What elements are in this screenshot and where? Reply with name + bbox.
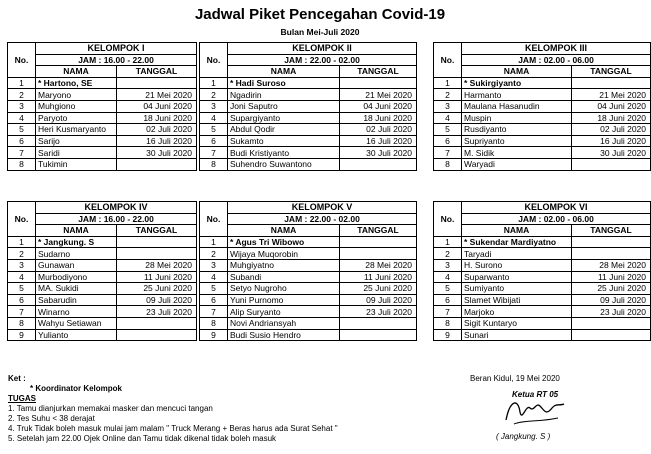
table-row — [8, 306, 197, 318]
duty-date: 30 Juli 2020 — [117, 147, 197, 159]
member-name: Waryadi — [462, 158, 572, 170]
table-row — [434, 135, 651, 147]
row-number: 8 — [8, 158, 36, 170]
shift-time: JAM : 22.00 - 02.00 — [228, 54, 417, 66]
row-number: 1 — [434, 77, 462, 89]
member-name: Sudarno — [36, 248, 117, 260]
tanggal-column-header: TANGGAL — [340, 225, 417, 237]
member-name: Heri Kusmaryanto — [36, 124, 117, 136]
table-row — [200, 147, 417, 159]
no-column-header: No. — [200, 202, 228, 237]
row-number: 5 — [434, 124, 462, 136]
duty-date: 16 Juli 2020 — [117, 135, 197, 147]
table-row — [434, 294, 651, 306]
task-item: 4. Truk Tidak boleh masuk mulai jam malam " Truck Merang + Beras harus ada Surat Sehat " — [8, 424, 338, 433]
page-title: Jadwal Piket Pencegahan Covid-19 — [194, 6, 446, 23]
table-row — [8, 135, 197, 147]
table-row — [200, 89, 417, 101]
member-name: Budi Susio Hendro — [228, 329, 340, 341]
table-row — [434, 89, 651, 101]
member-name: Abdul Qodir — [228, 124, 340, 136]
duty-date — [572, 236, 651, 248]
duty-date: 28 Mei 2020 — [572, 259, 651, 271]
member-name: Yuni Purnomo — [228, 294, 340, 306]
nama-column-header: NAMA — [36, 225, 117, 237]
member-name: Novi Andriansyah — [228, 317, 340, 329]
table-row — [434, 158, 651, 170]
member-name: Sarijo — [36, 135, 117, 147]
shift-time: JAM : 16.00 - 22.00 — [36, 213, 197, 225]
table-row — [434, 283, 651, 295]
table-row — [434, 271, 651, 283]
table-row — [8, 259, 197, 271]
row-number: 4 — [8, 112, 36, 124]
row-number: 5 — [434, 283, 462, 295]
group-table — [433, 201, 651, 341]
table-row — [200, 317, 417, 329]
duty-date: 30 Juli 2020 — [572, 147, 651, 159]
table-row — [8, 77, 197, 89]
member-name: MA. Sukidi — [36, 283, 117, 295]
tanggal-column-header: TANGGAL — [340, 66, 417, 78]
table-row — [200, 283, 417, 295]
member-name: H. Surono — [462, 259, 572, 271]
member-name: Wijaya Muqorobin — [228, 248, 340, 260]
task-item: 2. Tes Suhu < 38 derajat — [8, 414, 95, 423]
row-number: 1 — [200, 236, 228, 248]
duty-date — [117, 77, 197, 89]
member-name: Muhgiyatno — [228, 259, 340, 271]
member-name: Gunawan — [36, 259, 117, 271]
duty-date: 28 Mei 2020 — [117, 259, 197, 271]
member-name: * Jangkung. S — [36, 236, 117, 248]
table-row — [8, 236, 197, 248]
group-table — [7, 201, 197, 341]
table-row — [200, 112, 417, 124]
duty-date: 11 Juni 2020 — [340, 271, 417, 283]
notes-section — [8, 374, 338, 444]
table-row — [434, 100, 651, 112]
page-subtitle: Bulan Mei-Juli 2020 — [280, 27, 360, 37]
duty-date — [117, 248, 197, 260]
duty-date: 16 Juli 2020 — [572, 135, 651, 147]
row-number: 6 — [200, 135, 228, 147]
member-name: Murbodiyono — [36, 271, 117, 283]
member-name: Rusdiyanto — [462, 124, 572, 136]
member-name: Yulianto — [36, 329, 117, 341]
duty-date: 25 Juni 2020 — [340, 283, 417, 295]
table-row — [8, 124, 197, 136]
task-item: 5. Setelah jam 22.00 Ojek Online dan Tamu tidak dikenal tidak boleh masuk — [8, 434, 277, 443]
table-row — [200, 77, 417, 89]
duty-date — [117, 329, 197, 341]
table-row — [8, 294, 197, 306]
duty-date — [117, 158, 197, 170]
table-row — [434, 112, 651, 124]
table-row — [8, 329, 197, 341]
tugas-heading: TUGAS — [8, 394, 36, 403]
row-number: 5 — [200, 283, 228, 295]
shift-time: JAM : 16.00 - 22.00 — [36, 54, 197, 66]
table-row — [8, 271, 197, 283]
table-row — [434, 124, 651, 136]
row-number: 8 — [434, 317, 462, 329]
member-name: Budi Kristiyanto — [228, 147, 340, 159]
duty-date: 25 Juni 2020 — [572, 283, 651, 295]
member-name: Subandi — [228, 271, 340, 283]
row-number: 3 — [8, 259, 36, 271]
member-name: * Sukirgiyanto — [462, 77, 572, 89]
row-number: 8 — [200, 317, 228, 329]
nama-column-header: NAMA — [462, 225, 572, 237]
table-row — [200, 158, 417, 170]
tanggal-column-header: TANGGAL — [572, 66, 651, 78]
member-name: * Hartono, SE — [36, 77, 117, 89]
table-row — [8, 112, 197, 124]
duty-date: 18 Juni 2020 — [340, 112, 417, 124]
member-name: Muhgiono — [36, 100, 117, 112]
row-number: 2 — [8, 89, 36, 101]
table-row — [434, 329, 651, 341]
table-row — [8, 89, 197, 101]
signer-role: Ketua RT 05 — [512, 390, 559, 399]
member-name: Joni Saputro — [228, 100, 340, 112]
duty-date — [340, 236, 417, 248]
duty-date — [340, 317, 417, 329]
group-table — [199, 201, 417, 341]
duty-date — [340, 77, 417, 89]
member-name: M. Sidik — [462, 147, 572, 159]
duty-date: 11 Juni 2020 — [117, 271, 197, 283]
member-name: Supargiyanto — [228, 112, 340, 124]
row-number: 7 — [8, 306, 36, 318]
row-number: 7 — [8, 147, 36, 159]
row-number: 7 — [434, 147, 462, 159]
row-number: 2 — [434, 89, 462, 101]
duty-date — [572, 248, 651, 260]
group-name: KELOMPOK II — [228, 43, 417, 55]
member-name: Taryadi — [462, 248, 572, 260]
row-number: 2 — [200, 248, 228, 260]
table-row — [434, 259, 651, 271]
member-name: * Hadi Suroso — [228, 77, 340, 89]
signer-name: ( Jangkung. S ) — [496, 432, 551, 441]
row-number: 1 — [8, 77, 36, 89]
shift-time: JAM : 22.00 - 02.00 — [228, 213, 417, 225]
group-name: KELOMPOK I — [36, 43, 197, 55]
duty-date: 28 Mei 2020 — [340, 259, 417, 271]
member-name: Sunari — [462, 329, 572, 341]
table-row — [8, 248, 197, 260]
table-row — [8, 283, 197, 295]
table-row — [434, 317, 651, 329]
group-table — [433, 42, 651, 171]
member-name: Tukimin — [36, 158, 117, 170]
member-name: Paryoto — [36, 112, 117, 124]
row-number: 8 — [200, 158, 228, 170]
row-number: 7 — [200, 306, 228, 318]
member-name: Setyo Nugroho — [228, 283, 340, 295]
member-name: Ngadirin — [228, 89, 340, 101]
shift-time: JAM : 02.00 - 06.00 — [462, 213, 651, 225]
table-row — [200, 248, 417, 260]
group-name: KELOMPOK V — [228, 202, 417, 214]
row-number: 9 — [200, 329, 228, 341]
duty-date: 02 Juli 2020 — [572, 124, 651, 136]
table-row — [200, 294, 417, 306]
member-name: Sigit Kuntaryo — [462, 317, 572, 329]
member-name: Maulana Hasanudin — [462, 100, 572, 112]
no-column-header: No. — [200, 43, 228, 78]
duty-date — [572, 329, 651, 341]
coordinator-note: * Koordinator Kelompok — [30, 384, 123, 393]
table-row — [434, 306, 651, 318]
table-row — [8, 317, 197, 329]
group-name: KELOMPOK VI — [462, 202, 651, 214]
member-name: Sumiyanto — [462, 283, 572, 295]
member-name: Sabarudin — [36, 294, 117, 306]
member-name: Winarno — [36, 306, 117, 318]
member-name: Suparwanto — [462, 271, 572, 283]
duty-date: 09 Juli 2020 — [117, 294, 197, 306]
duty-date — [340, 158, 417, 170]
member-name: Saridi — [36, 147, 117, 159]
row-number: 2 — [8, 248, 36, 260]
nama-column-header: NAMA — [462, 66, 572, 78]
duty-date: 21 Mei 2020 — [117, 89, 197, 101]
table-row — [8, 147, 197, 159]
duty-date: 02 Juli 2020 — [340, 124, 417, 136]
row-number: 3 — [434, 100, 462, 112]
table-row — [200, 306, 417, 318]
row-number: 4 — [200, 112, 228, 124]
row-number: 2 — [434, 248, 462, 260]
group-table — [199, 42, 417, 171]
row-number: 5 — [200, 124, 228, 136]
row-number: 2 — [200, 89, 228, 101]
tanggal-column-header: TANGGAL — [572, 225, 651, 237]
row-number: 1 — [8, 236, 36, 248]
duty-date: 09 Juli 2020 — [340, 294, 417, 306]
group-name: KELOMPOK III — [462, 43, 651, 55]
row-number: 6 — [200, 294, 228, 306]
member-name: * Agus Tri Wibowo — [228, 236, 340, 248]
member-name: Slamet Wibijati — [462, 294, 572, 306]
tanggal-column-header: TANGGAL — [117, 225, 197, 237]
table-row — [200, 271, 417, 283]
row-number: 7 — [200, 147, 228, 159]
row-number: 5 — [8, 124, 36, 136]
table-row — [200, 329, 417, 341]
row-number: 6 — [434, 294, 462, 306]
group-name: KELOMPOK IV — [36, 202, 197, 214]
place-date: Beran Kidul, 19 Mei 2020 — [470, 374, 560, 383]
row-number: 7 — [434, 306, 462, 318]
table-row — [200, 124, 417, 136]
table-row — [200, 135, 417, 147]
member-name: Suhendro Suwantono — [228, 158, 340, 170]
no-column-header: No. — [434, 43, 462, 78]
row-number: 8 — [8, 317, 36, 329]
nama-column-header: NAMA — [228, 66, 340, 78]
member-name: Maryono — [36, 89, 117, 101]
row-number: 8 — [434, 158, 462, 170]
duty-date: 30 Juli 2020 — [340, 147, 417, 159]
row-number: 9 — [8, 329, 36, 341]
member-name: Supriyanto — [462, 135, 572, 147]
nama-column-header: NAMA — [36, 66, 117, 78]
table-row — [434, 147, 651, 159]
row-number: 3 — [434, 259, 462, 271]
duty-date: 09 Juli 2020 — [572, 294, 651, 306]
table-row — [8, 100, 197, 112]
tanggal-column-header: TANGGAL — [117, 66, 197, 78]
member-name: Marjoko — [462, 306, 572, 318]
row-number: 3 — [8, 100, 36, 112]
duty-date — [572, 158, 651, 170]
group-table — [7, 42, 197, 171]
duty-date: 16 Juli 2020 — [340, 135, 417, 147]
table-row — [434, 248, 651, 260]
duty-date: 04 Juni 2020 — [117, 100, 197, 112]
duty-date — [340, 248, 417, 260]
table-row — [8, 158, 197, 170]
duty-date: 04 Juni 2020 — [340, 100, 417, 112]
row-number: 4 — [434, 271, 462, 283]
duty-date: 23 Juli 2020 — [572, 306, 651, 318]
table-row — [434, 77, 651, 89]
no-column-header: No. — [8, 43, 36, 78]
duty-date — [117, 317, 197, 329]
duty-date — [572, 317, 651, 329]
row-number: 6 — [434, 135, 462, 147]
row-number: 3 — [200, 100, 228, 112]
row-number: 6 — [8, 294, 36, 306]
row-number: 4 — [434, 112, 462, 124]
member-name: * Sukendar Mardiyatno — [462, 236, 572, 248]
task-item: 1. Tamu dianjurkan memakai masker dan mencuci tangan — [8, 404, 213, 413]
duty-date: 23 Juli 2020 — [117, 306, 197, 318]
duty-date: 18 Juni 2020 — [572, 112, 651, 124]
no-column-header: No. — [434, 202, 462, 237]
duty-date — [572, 77, 651, 89]
duty-date: 25 Juni 2020 — [117, 283, 197, 295]
duty-date — [117, 236, 197, 248]
no-column-header: No. — [8, 202, 36, 237]
table-row — [434, 236, 651, 248]
shift-time: JAM : 02.00 - 06.00 — [462, 54, 651, 66]
member-name: Alip Suryanto — [228, 306, 340, 318]
member-name: Sukamto — [228, 135, 340, 147]
row-number: 5 — [8, 283, 36, 295]
row-number: 6 — [8, 135, 36, 147]
duty-date: 11 Juni 2020 — [572, 271, 651, 283]
duty-date: 21 Mei 2020 — [340, 89, 417, 101]
row-number: 1 — [434, 236, 462, 248]
row-number: 3 — [200, 259, 228, 271]
table-row — [200, 100, 417, 112]
row-number: 1 — [200, 77, 228, 89]
nama-column-header: NAMA — [228, 225, 340, 237]
member-name: Wahyu Setiawan — [36, 317, 117, 329]
duty-date: 18 Juni 2020 — [117, 112, 197, 124]
table-row — [200, 259, 417, 271]
duty-date — [340, 329, 417, 341]
row-number: 9 — [434, 329, 462, 341]
ket-label: Ket : — [8, 374, 26, 383]
member-name: Harmanto — [462, 89, 572, 101]
row-number: 4 — [8, 271, 36, 283]
duty-date: 23 Juli 2020 — [340, 306, 417, 318]
member-name: Muspin — [462, 112, 572, 124]
duty-date: 02 Juli 2020 — [117, 124, 197, 136]
table-row — [200, 236, 417, 248]
row-number: 4 — [200, 271, 228, 283]
duty-date: 04 Juni 2020 — [572, 100, 651, 112]
duty-date: 21 Mei 2020 — [572, 89, 651, 101]
